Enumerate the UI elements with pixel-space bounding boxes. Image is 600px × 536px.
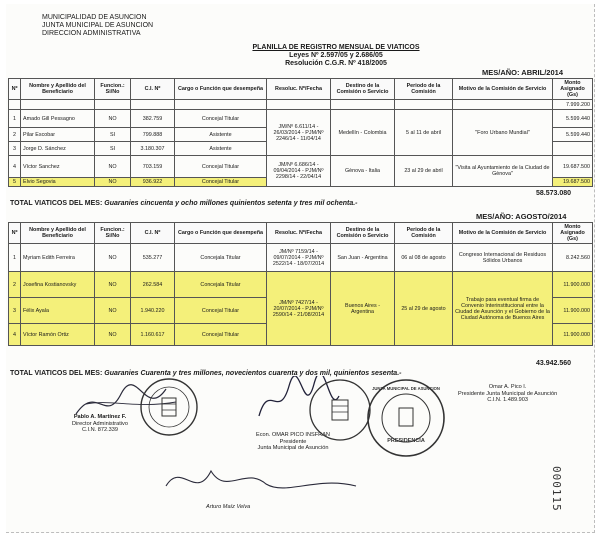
left-seal-stamp (138, 376, 200, 438)
cell-name: Pilar Escobar (21, 128, 95, 142)
cell-num: 4 (9, 156, 21, 178)
cell-motivo: "Visita al Ayuntamiento de la Ciudad de Gènova" (453, 156, 553, 187)
cell-destino: Gènova - Italia (331, 156, 395, 187)
col-funcion: Funcion.: Si/No (95, 223, 131, 244)
cell-destino: Medellín - Colombia (331, 110, 395, 156)
cell-funcion: NO (95, 156, 131, 178)
col-monto: Monto Asignado (Gs) (553, 79, 593, 100)
cell-funcion: NO (95, 324, 131, 346)
col-monto: Monto Asignado (Gs) (553, 223, 593, 244)
page-number: 000115 (550, 466, 563, 512)
cell-cargo: Concejal Titular (175, 298, 267, 324)
section1-total-line (10, 200, 358, 207)
table-row (9, 156, 593, 178)
cell-resol: JM/Nº 6.611/14 - 26/03/2014 - PJM/Nº 2246/14 - 11/04/14 (267, 110, 331, 156)
cell-monto: 5.599.440 (553, 128, 593, 142)
title-resolution: Resolución C.G.R. Nº 418/2005 (285, 60, 387, 67)
cell-name: Myriam Edith Ferreira (21, 244, 95, 272)
cell-funcion: NO (95, 178, 131, 187)
institution-header (42, 14, 153, 38)
cell-num: 3 (9, 142, 21, 156)
cell-ci: 1.940.220 (131, 298, 175, 324)
cell-monto: 11.900.000 (553, 298, 593, 324)
cell-ci: 799.888 (131, 128, 175, 142)
top-amount: 7.999.200 (553, 100, 593, 110)
cell-cargo: Concejal Titular (175, 178, 267, 187)
cell-cargo: Asistente (175, 142, 267, 156)
cell-name: Elvio Segovia (21, 178, 95, 187)
section1-month: MES/AÑO: ABRIL/2014 (482, 68, 563, 77)
col-cargo: Cargo o Función que desempeña (175, 223, 267, 244)
col-destino: Destino de la Comisión o Servicio (331, 223, 395, 244)
presidencia-round-stamp (364, 376, 448, 460)
cell-name: Víctor Sanchez (21, 156, 95, 178)
right-signer-name: Omar A. Pico I. (488, 384, 527, 390)
col-cargo: Cargo o Función que desempeña (175, 79, 267, 100)
cell-cargo: Concejal Titular (175, 324, 267, 346)
section2-total-amount: 43.942.560 (536, 360, 572, 367)
col-motivo: Motivo de la Comisión de Servicio (453, 79, 553, 100)
cell-motivo: Trabajo para eventual firma de Convenio Interinstitucional entre la Ciudad de Asunción y el Gobierno de la Ciudad Autónoma de Buenos Aires (453, 272, 553, 346)
left-signer-ci: C.I.N. 872.339 (81, 427, 119, 434)
col-ci: C.I. Nº (131, 223, 175, 244)
section2-total-text: Guaranies Cuarenta y tres millones, novecientos cuarenta y dos mil, quinientos sesenta.- (104, 370, 402, 377)
cell-motivo: Congreso Internacional de Residuos Sólidos Urbanos (453, 244, 553, 272)
lower-signer-name: Arturo Maíz Velva (206, 504, 251, 510)
lower-signature-scribble (156, 456, 376, 506)
middle-signer-role-2: Junta Municipal de Asunción (257, 445, 329, 452)
cell-cargo: Concejala Titular (175, 272, 267, 298)
cell-monto: 11.900.000 (553, 272, 593, 298)
cell-ci: 703.159 (131, 156, 175, 178)
header-line-3: DIRECCION ADMINISTRATIVA (42, 30, 141, 37)
cell-name: Jorge D. Sánchez (21, 142, 95, 156)
cell-num: 4 (9, 324, 21, 346)
document-sheet (6, 4, 595, 533)
cell-num: 2 (9, 272, 21, 298)
cell-num: 1 (9, 110, 21, 128)
table-row (9, 110, 593, 128)
cell-name: Amado Gill Pessagno (21, 110, 95, 128)
cell-name: Josefina Kostianovsky (21, 272, 95, 298)
cell-funcion: SI (95, 128, 131, 142)
right-signer-role: Presidente Junta Municipal de Asunción (458, 390, 558, 397)
section2-table (8, 222, 593, 346)
cell-num: 3 (9, 298, 21, 324)
cell-monto: 11.900.000 (553, 324, 593, 346)
left-signer-role: Director Administrativo (72, 420, 128, 427)
section1-total-label: TOTAL VIATICOS DEL MES: (10, 200, 103, 207)
cell-ci: 1.160.617 (131, 324, 175, 346)
col-name: Nombre y Apellido del Beneficiario (21, 223, 95, 244)
cell-ci: 382.759 (131, 110, 175, 128)
cell-funcion: NO (95, 244, 131, 272)
left-signer-name: Pablo A. Martínez F. (73, 414, 127, 420)
section2-total-label: TOTAL VIATICOS DEL MES: (10, 370, 103, 377)
cell-motivo: "Foro Urbano Mundial" (453, 110, 553, 156)
cell-cargo: Concejal Titular (175, 110, 267, 128)
cell-funcion: NO (95, 272, 131, 298)
cell-periodo: 5 al 11 de abril (395, 110, 453, 156)
col-destino: Destino de la Comisión o Servicio (331, 79, 395, 100)
col-resol: Resoluc. Nº/Fecha (267, 223, 331, 244)
section2-header-row (9, 223, 593, 244)
cell-ci: 535.277 (131, 244, 175, 272)
cell-funcion: SI (95, 142, 131, 156)
col-num: Nº (9, 223, 21, 244)
left-signature-block (72, 414, 128, 434)
title-main: PLANILLA DE REGISTRO MENSUAL DE VIATICOS (252, 44, 420, 51)
cell-name: Félix Ayala (21, 298, 95, 324)
cell-num: 5 (9, 178, 21, 187)
cell-resol: JM/Nº 7159/14 - 09/07/2014 - PJM/Nº 2522/14 - 18/07/2014 (267, 244, 331, 272)
col-periodo: Periodo de la Comisión (395, 79, 453, 100)
cell-ci: 936.922 (131, 178, 175, 187)
col-resol: Resoluc. Nº/Fecha (267, 79, 331, 100)
stamp-top-text: JUNTA MUNICIPAL DE ASUNCION (372, 386, 440, 391)
right-signature-block (458, 384, 557, 404)
stamp-bottom-text: PRESIDENCIA (387, 438, 425, 444)
col-motivo: Motivo de la Comisión de Servicio (453, 223, 553, 244)
cell-funcion: NO (95, 298, 131, 324)
col-periodo: Periodo de la Comisión (395, 223, 453, 244)
section1-total-amount: 58.573.080 (536, 190, 572, 197)
cell-periodo: 06 al 08 de agosto (395, 244, 453, 272)
table-row (9, 244, 593, 272)
cell-num: 1 (9, 244, 21, 272)
right-signer-ci: C.I.N. 1.489.903 (487, 397, 528, 404)
cell-name: Víctor Ramón Ortiz (21, 324, 95, 346)
table-row (9, 272, 593, 298)
col-name: Nombre y Apellido del Beneficiario (21, 79, 95, 100)
section1-table (8, 78, 593, 187)
cell-cargo: Asistente (175, 128, 267, 142)
cell-resol: JM/Nº 7427/14 - 20/07/2014 - PJM/Nº 2590/14 - 21/08/2014 (267, 272, 331, 346)
cell-destino: San Juan - Argentina (331, 244, 395, 272)
cell-periodo: 25 al 29 de agosto (395, 272, 453, 346)
cell-monto: 19.687.500 (553, 156, 593, 178)
header-line-1: MUNICIPALIDAD DE ASUNCION (42, 14, 147, 21)
cell-monto: 19.687.500 (553, 178, 593, 187)
cell-monto: 8.242.560 (553, 244, 593, 272)
cell-monto: 5.599.440 (553, 110, 593, 128)
col-funcion: Funcion.: Si/No (95, 79, 131, 100)
section1-top-row (9, 100, 593, 110)
header-line-2: JUNTA MUNICIPAL DE ASUNCION (42, 22, 154, 29)
cell-destino: Buenos Aires - Argentina (331, 272, 395, 346)
middle-signer-role-1: Presidente (279, 438, 307, 445)
cell-num: 2 (9, 128, 21, 142)
section1-header-row (9, 79, 593, 100)
middle-signer-name: Econ. OMAR PICO INSFRAN (256, 432, 330, 438)
cell-periodo: 23 al 29 de abril (395, 156, 453, 187)
document-title (206, 44, 466, 68)
cell-ci: 3.180.307 (131, 142, 175, 156)
title-laws: Leyes Nº 2.597/05 y 2.686/05 (289, 52, 383, 59)
col-num: Nº (9, 79, 21, 100)
section2-month: MES/AÑO: AGOSTO/2014 (476, 212, 567, 221)
cell-funcion: NO (95, 110, 131, 128)
col-ci: C.I. Nº (131, 79, 175, 100)
section1-total-text: Guaranies cincuenta y ocho millones quinientos setenta y tres mil ochenta.- (104, 200, 358, 207)
cell-cargo: Concejala Titular (175, 244, 267, 272)
cell-ci: 262.584 (131, 272, 175, 298)
cell-resol: JM/Nº 6.686/14 - 09/04/2014 - PJM/Nº 2298/14 - 22/04/14 (267, 156, 331, 187)
cell-monto (553, 142, 593, 156)
cell-cargo: Concejal Titular (175, 156, 267, 178)
